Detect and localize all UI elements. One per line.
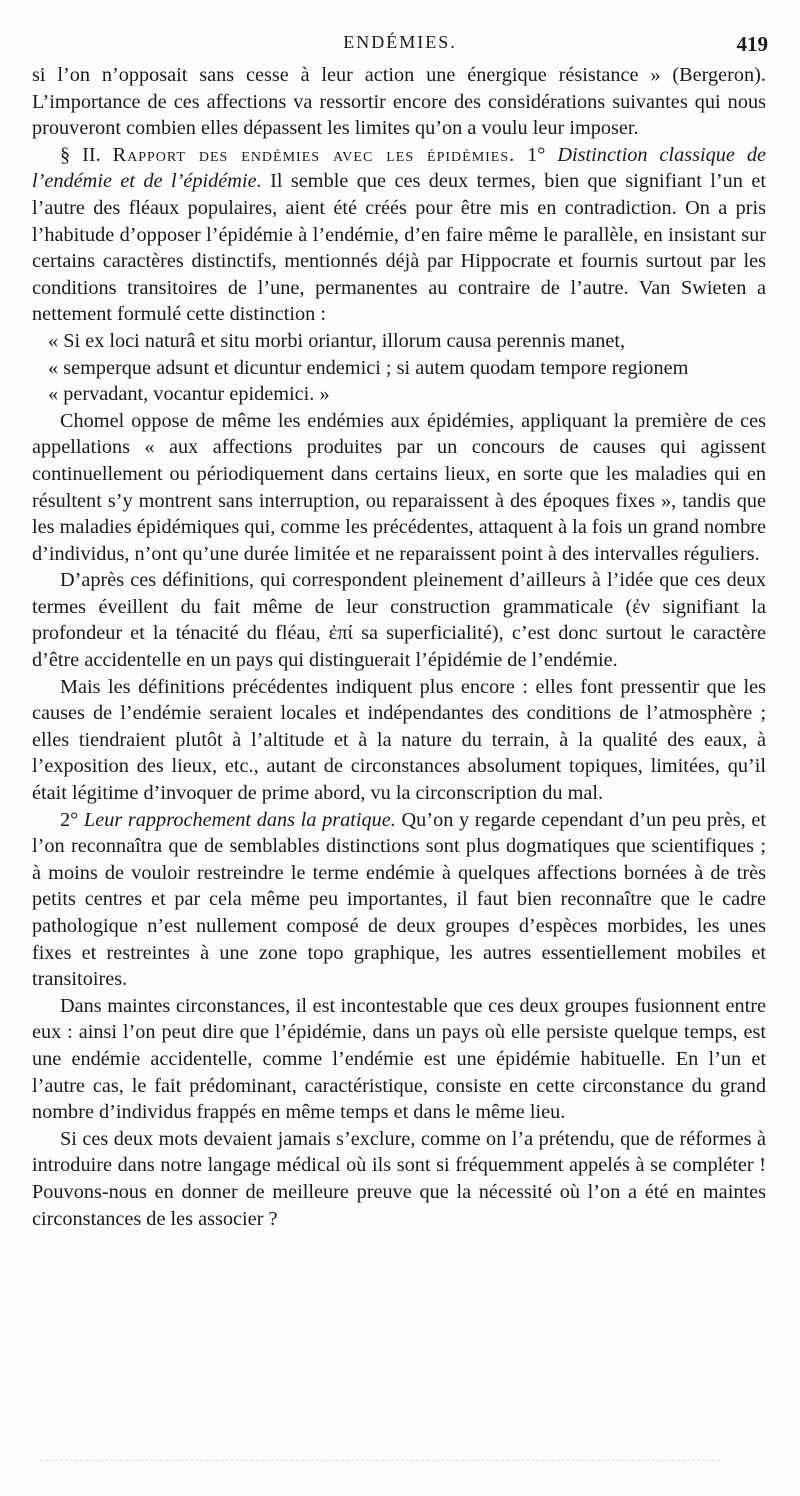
quote-line: « Si ex loci naturâ et situ morbi oriantur, illorum causa perennis manet, — [48, 329, 626, 352]
paragraph-fusion: Dans maintes circonstances, il est incontestable que ces deux groupes fusionnent entre eux : ainsi l’on peut dire que l’épidémie, dans un pays où elle persiste quelque temps, est une endémie accidentelle, comme l’endémie est une épidémie habituelle. En l’un et l’autre cas, le fait prédominant, caractéristique, consiste en cette circonstance du grand nombre d’individus frappés en même temps et dans le même lieu. — [32, 994, 766, 1124]
paragraph-causes: Mais les définitions précédentes indiquent plus encore : elles font pressentir que les causes de l’endémie seraient locales et indépendantes des conditions de l’atmosphère ; elles tiendraient plutôt à l’altitude et à la nature du terrain, à la qualité des eaux, à l’exposition des lieux, etc., autant de circonstances absolument topiques, limitées, qu’il était légitime d’invoquer de prime abord, vu la circonscription du mal. — [32, 675, 766, 805]
page-header — [32, 26, 768, 60]
page-body — [32, 62, 766, 1232]
section-paragraph — [32, 142, 766, 328]
section-mark: § II. — [60, 143, 101, 166]
subsection-number: 1° — [527, 143, 546, 166]
page-number: 419 — [736, 32, 768, 56]
paragraph-chomel: Chomel oppose de même les endémies aux épidémies, appliquant la première de ces appellations « aux affections produites par un concours de causes qui agissent continuellement ou périodiquement dans certains lieux, en sorte que les maladies qui en résultent s’y montrent sans interruption, ou reparaissent à des époques fixes », tandis que les maladies épidémiques qui, comme les précédentes, attaquent à la fois un grand nombre d’individus, n’ont qu’une durée limitée et ne reparaissent point à des intervalles réguliers. — [32, 409, 766, 565]
subsection-number: 2° — [60, 808, 79, 831]
quote-line: « pervadant, vocantur epidemici. » — [48, 383, 330, 406]
paragraph-continuation: si l’on n’opposait sans cesse à leur action une énergique résistance » (Bergeron). L’importance de ces affections va ressortir encore des considérations suivantes qui nous prouveront combien elles dépassent les limites qu’on a voulu leur imposer. — [32, 64, 766, 140]
paragraph-conclusion: Si ces deux mots devaient jamais s’exclure, comme on l’a prétendu, que de réformes à introduire dans notre langage médical où ils sont si fréquemment appelés à se compléter ! Pouvons-nous en donner de meilleure preuve que la nécessité où l’on a été en maintes circonstances de les associer ? — [32, 1127, 766, 1230]
section-text: Il semble que ces deux termes, bien que signifiant l’un et l’autre des fléaux populaires, aient été créés pour être mis en contradiction. On a pris l’habitude d’opposer l’épidémie à l’endémie, d’en faire même le parallèle, en insistant sur certains caractères distinctifs, mentionnés déjà par Hippocrate et fournis surtout par les conditions transitoires de l’une, permanentes au contraire de l’autre. Van Swieten a nettement formulé cette distinction : — [32, 170, 766, 326]
page-footer-rule — [40, 1460, 720, 1464]
paragraph-rapprochement — [32, 807, 766, 993]
subsection-title: Leur rapprochement dans la pratique. — [83, 808, 396, 831]
subsection-title: Distinction classique de l’endémie et de l’épidémie. — [32, 143, 766, 193]
latin-quotation — [32, 328, 766, 408]
quote-line: « semperque adsunt et dicuntur endemici ; si autem quodam tempore regionem — [48, 356, 689, 379]
section-title: Rapport des endémies avec les épidémies. — [112, 143, 516, 166]
paragraph-text: Qu’on y regarde cependant d’un peu près, et l’on reconnaîtra que de semblables distinctions sont plus dogmatiques que scientifiques ; à moins de vouloir restreindre le terme endémie à quelques affections bornées à de très petits centres et par cela même peu importantes, il faut bien reconnaître que le cadre pathologique n’est nullement composé de deux groupes d’espèces morbides, les unes fixes et restreintes à une zone topo graphique, les autres essentiellement mobiles et transitoires. — [32, 808, 766, 991]
paragraph-definitions: D’après ces définitions, qui correspondent pleinement d’ailleurs à l’idée que ces deux termes éveillent du fait même de leur construction grammaticale (ἐν signifiant la profondeur et la ténacité du fléau, ἐπί sa superficialité), c’est donc surtout le caractère d’être accidentelle en un pays qui distinguerait l’épidémie de l’endémie. — [32, 569, 766, 672]
running-title: ENDÉMIES. — [343, 32, 457, 52]
